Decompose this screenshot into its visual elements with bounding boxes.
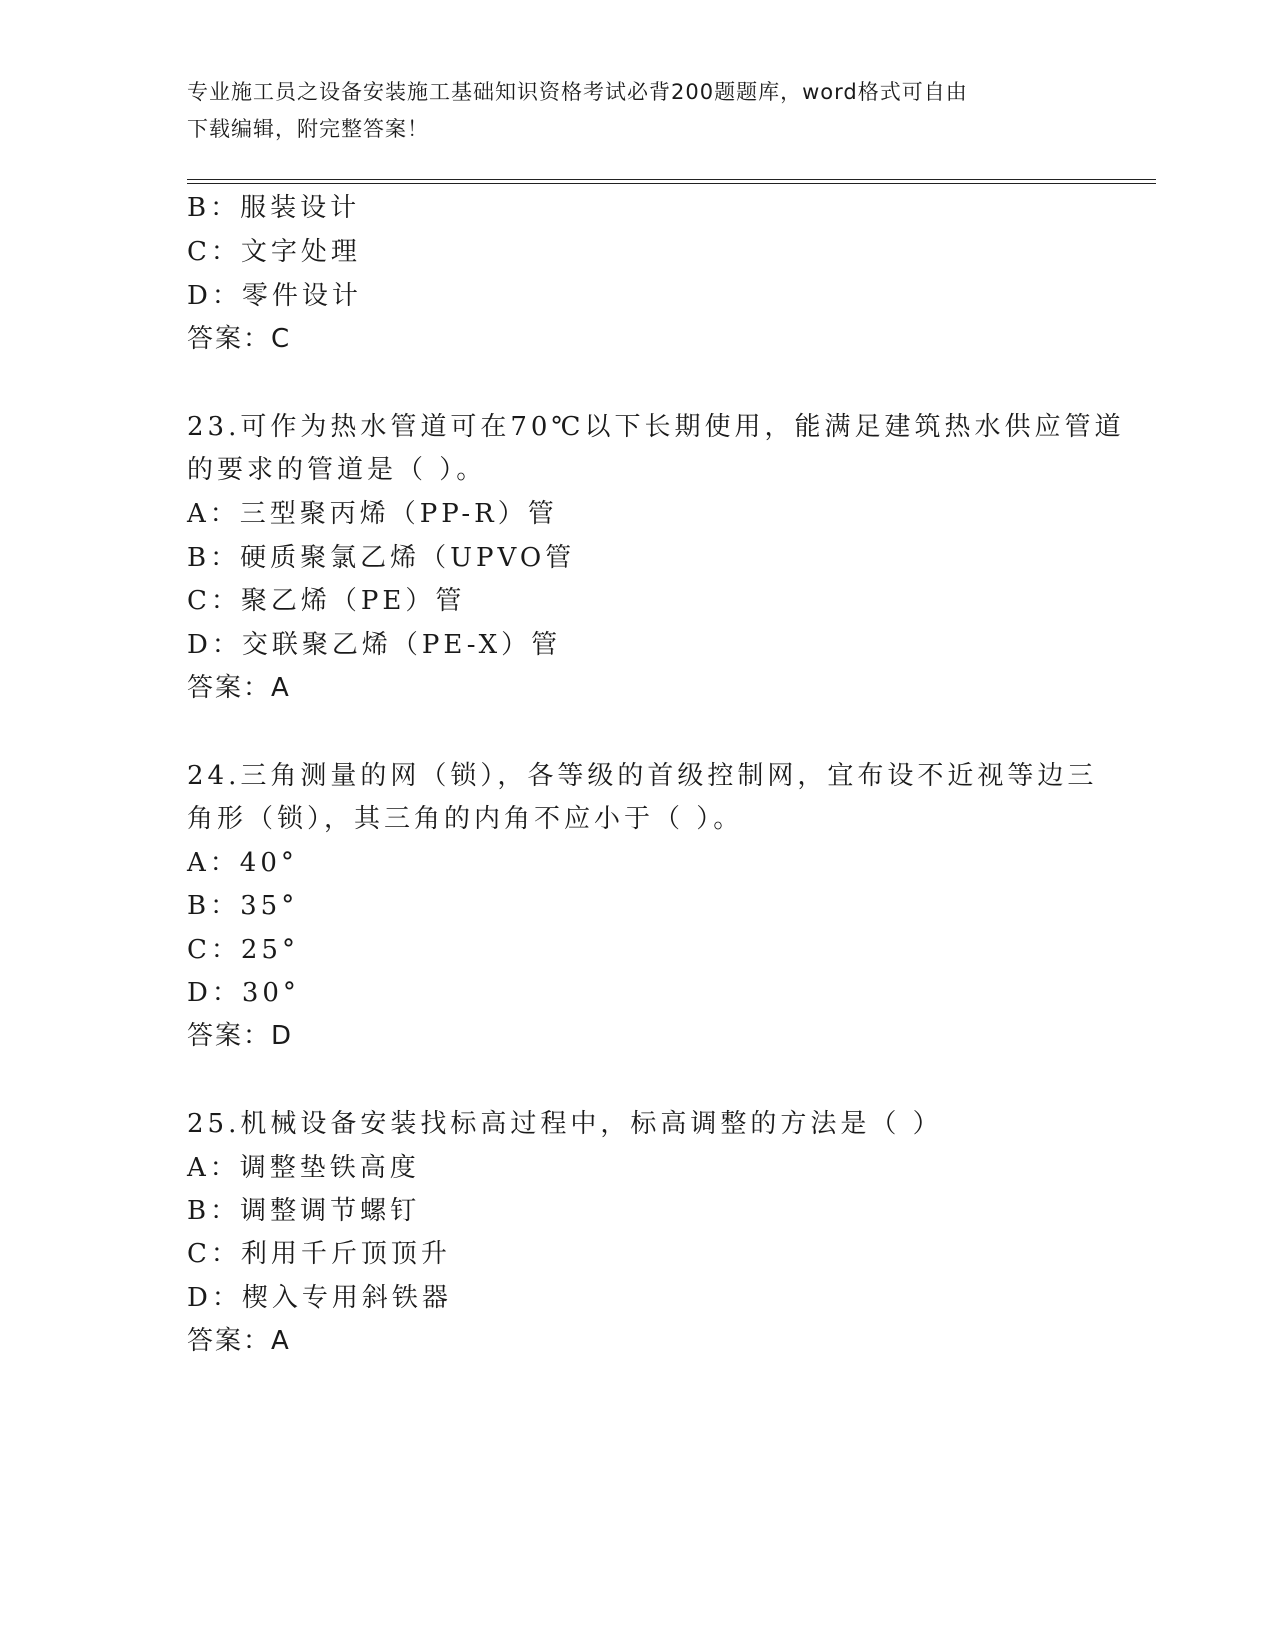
- q23-option-a: A：三型聚丙烯（PP-R）管: [187, 499, 558, 529]
- q25-answer: 答案：A: [187, 1326, 291, 1356]
- q23-option-d: D：交联聚乙烯（PE-X）管: [187, 630, 562, 660]
- header-line-2: 下载编辑，附完整答案！: [187, 117, 429, 141]
- q25-option-b: B：调整调节螺钉: [187, 1196, 421, 1226]
- header-divider-top: [187, 179, 1156, 180]
- q23-answer: 答案：A: [187, 673, 291, 703]
- q25-option-a: A：调整垫铁高度: [187, 1153, 420, 1183]
- q23-option-b: B：硬质聚氯乙烯（UPVO管: [187, 543, 576, 573]
- q24-stem-line-2: 角形（锁），其三角的内角不应小于（ ）。: [187, 804, 744, 834]
- prev-option-b: B：服装设计: [187, 193, 361, 223]
- q24-stem-line-1: 24.三角测量的网（锁），各等级的首级控制网，宜布设不近视等边三: [187, 761, 1098, 791]
- prev-option-d: D：零件设计: [187, 281, 362, 311]
- q23-option-c: C：聚乙烯（PE）管: [187, 586, 466, 616]
- document-header: [187, 74, 1087, 148]
- prev-answer: 答案：C: [187, 324, 292, 354]
- q24-answer: 答案：D: [187, 1021, 294, 1051]
- q24-option-d: D：30°: [187, 978, 300, 1008]
- q25-option-c: C：利用千斤顶顶升: [187, 1239, 451, 1269]
- q23-stem-line-1: 23.可作为热水管道可在70℃以下长期使用，能满足建筑热水供应管道: [187, 412, 1125, 442]
- header-line-1: 专业施工员之设备安装施工基础知识资格考试必背200题题库，word格式可自由: [187, 80, 968, 104]
- q24-option-a: A：40°: [187, 848, 298, 878]
- q24-option-c: C：25°: [187, 935, 299, 965]
- q25-option-d: D：楔入专用斜铁器: [187, 1283, 452, 1313]
- q25-stem-line-1: 25.机械设备安装找标高过程中，标高调整的方法是（ ）: [187, 1109, 943, 1139]
- header-divider-bottom: [187, 183, 1156, 184]
- q24-option-b: B：35°: [187, 891, 299, 921]
- q23-stem-line-2: 的要求的管道是（ ）。: [187, 455, 487, 485]
- prev-option-c: C：文字处理: [187, 237, 361, 267]
